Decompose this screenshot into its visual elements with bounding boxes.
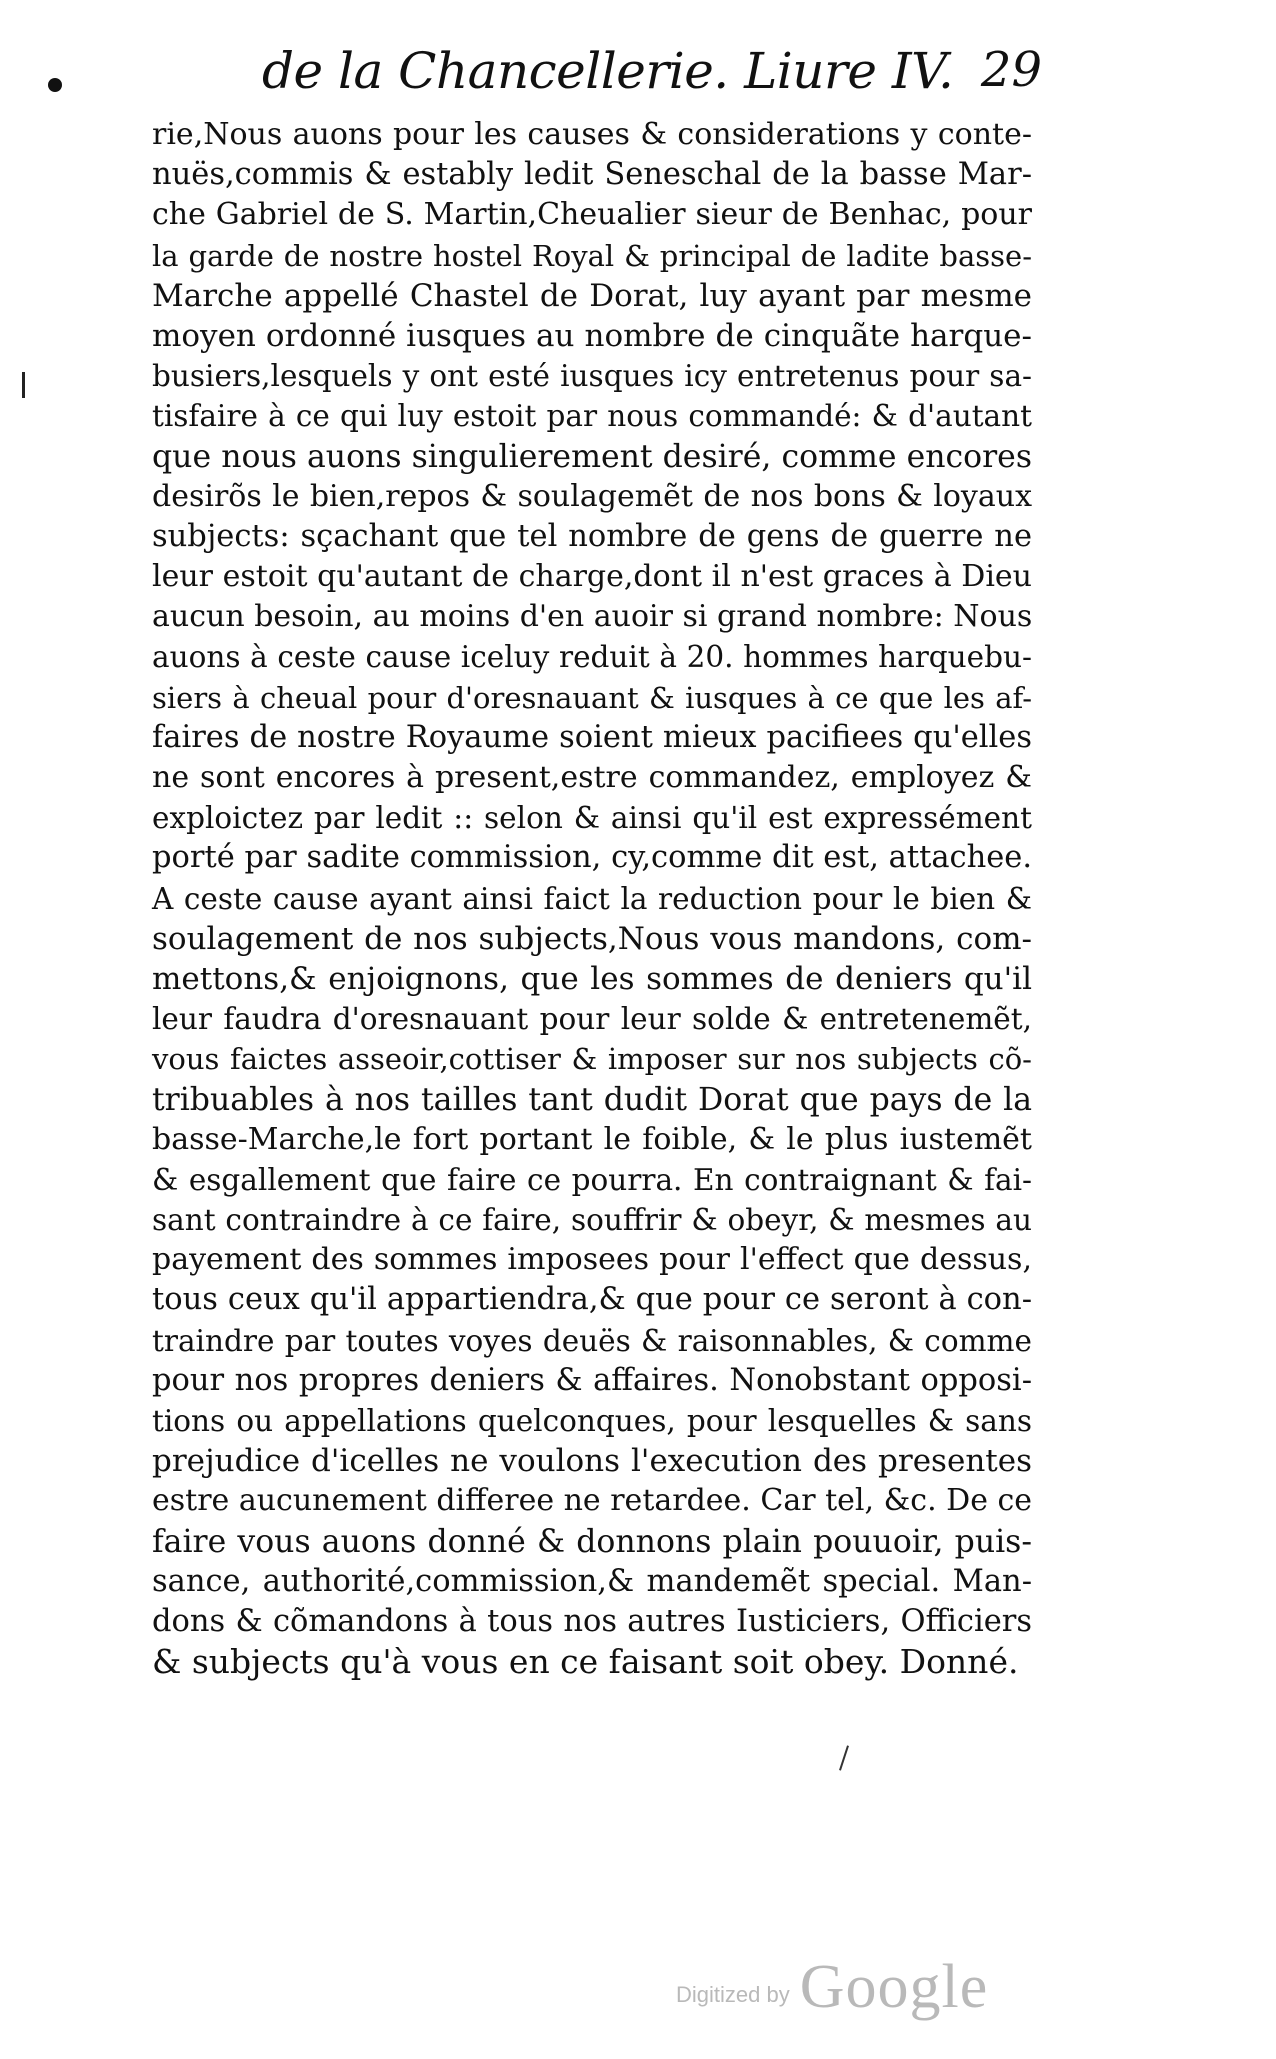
text-line: ne sont encores à present,estre commandez, employez & <box>152 760 1032 795</box>
text-line: busiers,lesquels y ont esté iusques icy entretenus pour sa- <box>152 359 1032 394</box>
watermark-brand-logo: Google <box>799 1953 989 2021</box>
text-line: soulagement de nos subjects,Nous vous mandons, com- <box>152 920 1032 957</box>
text-line: basse-Marche,le fort portant le foible, & le plus iustemẽt <box>152 1121 1032 1157</box>
text-line: prejudice d'icelles ne voulons l'execution des presentes <box>152 1443 1032 1480</box>
text-line: la garde de nostre hostel Royal & principal de ladite basse- <box>152 238 1032 273</box>
text-line: payement des sommes imposees pour l'effect que dessus, <box>152 1242 1032 1278</box>
text-line: che Gabriel de S. Martin,Cheualier sieur de Benhac, pour <box>152 197 1032 233</box>
text-line: rie,Nous auons pour les causes & considerations y conte- <box>152 117 1032 152</box>
text-line: & subjects qu'à vous en ce faisant soit obey. Donné. <box>152 1642 1019 1682</box>
text-line: siers à cheual pour d'oresnauant & iusques à ce que les af- <box>152 680 1032 715</box>
text-line: & esgallement que faire ce pourra. En contraignant & fai- <box>152 1162 1032 1197</box>
running-title: de la Chancellerie. Liure IV. <box>262 42 954 100</box>
text-line: A ceste cause ayant ainsi faict la reduction pour le bien & <box>152 881 1032 916</box>
text-line: traindre par toutes voyes deuës & raisonnables, & comme <box>152 1323 1032 1358</box>
text-line: que nous auons singulierement desiré, comme encores <box>152 438 1032 475</box>
margin-tick-mark <box>22 372 25 398</box>
text-line: subjects: sçachant que tel nombre de gens de guerre ne <box>152 518 1032 554</box>
text-line: auons à ceste cause iceluy reduit à 20. hommes harquebu- <box>152 640 1032 675</box>
stray-ink-mark <box>839 1745 849 1770</box>
text-line: porté par sadite commission, cy,comme dit est, attachee. <box>152 840 1033 876</box>
text-line: faire vous auons donné & donnons plain pouuoir, puis- <box>152 1523 1032 1560</box>
text-line: dons & cõmandons à tous nos autres Iusticiers, Officiers <box>152 1603 1032 1639</box>
text-line: tions ou appellations quelconques, pour lesquelles & sans <box>152 1404 1032 1438</box>
text-line: estre aucunement differee ne retardee. Car tel, &c. De ce <box>152 1483 1033 1519</box>
text-line: sance, authorité,commission,& mandemẽt special. Man- <box>152 1563 1032 1599</box>
text-line: aucun besoin, au moins d'en auoir si grand nombre: Nous <box>152 599 1033 635</box>
margin-bullet-mark <box>48 78 62 92</box>
text-line: nuës,commis & estably ledit Seneschal de la basse Mar- <box>152 157 1032 193</box>
text-line: moyen ordonné iusques au nombre de cinquãte harque- <box>152 317 1032 354</box>
text-line: tribuables à nos tailles tant dudit Dorat que pays de la <box>152 1081 1032 1118</box>
text-line: desirõs le bien,repos & soulagemẽt de nos bons & loyaux <box>152 478 1032 514</box>
digitized-watermark <box>676 1948 989 2021</box>
page-header <box>262 42 1042 112</box>
text-line: tisfaire à ce qui luy estoit par nous commandé: & d'autant <box>152 399 1032 434</box>
watermark-prefix: Digitized by <box>676 1982 790 2007</box>
text-line: Marche appellé Chastel de Dorat, luy ayant par mesme <box>152 277 1032 314</box>
text-line: tous ceux qu'il appartiendra,& que pour ce seront à con- <box>152 1282 1032 1318</box>
body-text <box>152 115 1032 1682</box>
text-line: leur faudra d'oresnauant pour leur solde & entretenemẽt, <box>152 1002 1032 1037</box>
text-line: leur estoit qu'autant de charge,dont il n'est graces à Dieu <box>152 559 1032 595</box>
text-line: pour nos propres deniers & affaires. Nonobstant opposi- <box>152 1362 1032 1398</box>
text-line: mettons,& enjoignons, que les sommes de deniers qu'il <box>152 960 1032 997</box>
text-line: faires de nostre Royaume soient mieux pacifiees qu'elles <box>152 719 1032 755</box>
text-line: vous faictes asseoir,cottiser & imposer sur nos subjects cõ- <box>152 1042 1032 1077</box>
page-number: 29 <box>980 42 1042 98</box>
text-line: exploictez par ledit :: selon & ainsi qu'il est expressément <box>152 801 1032 836</box>
text-line: sant contraindre à ce faire, souffrir & obeyr, & mesmes au <box>152 1203 1032 1238</box>
